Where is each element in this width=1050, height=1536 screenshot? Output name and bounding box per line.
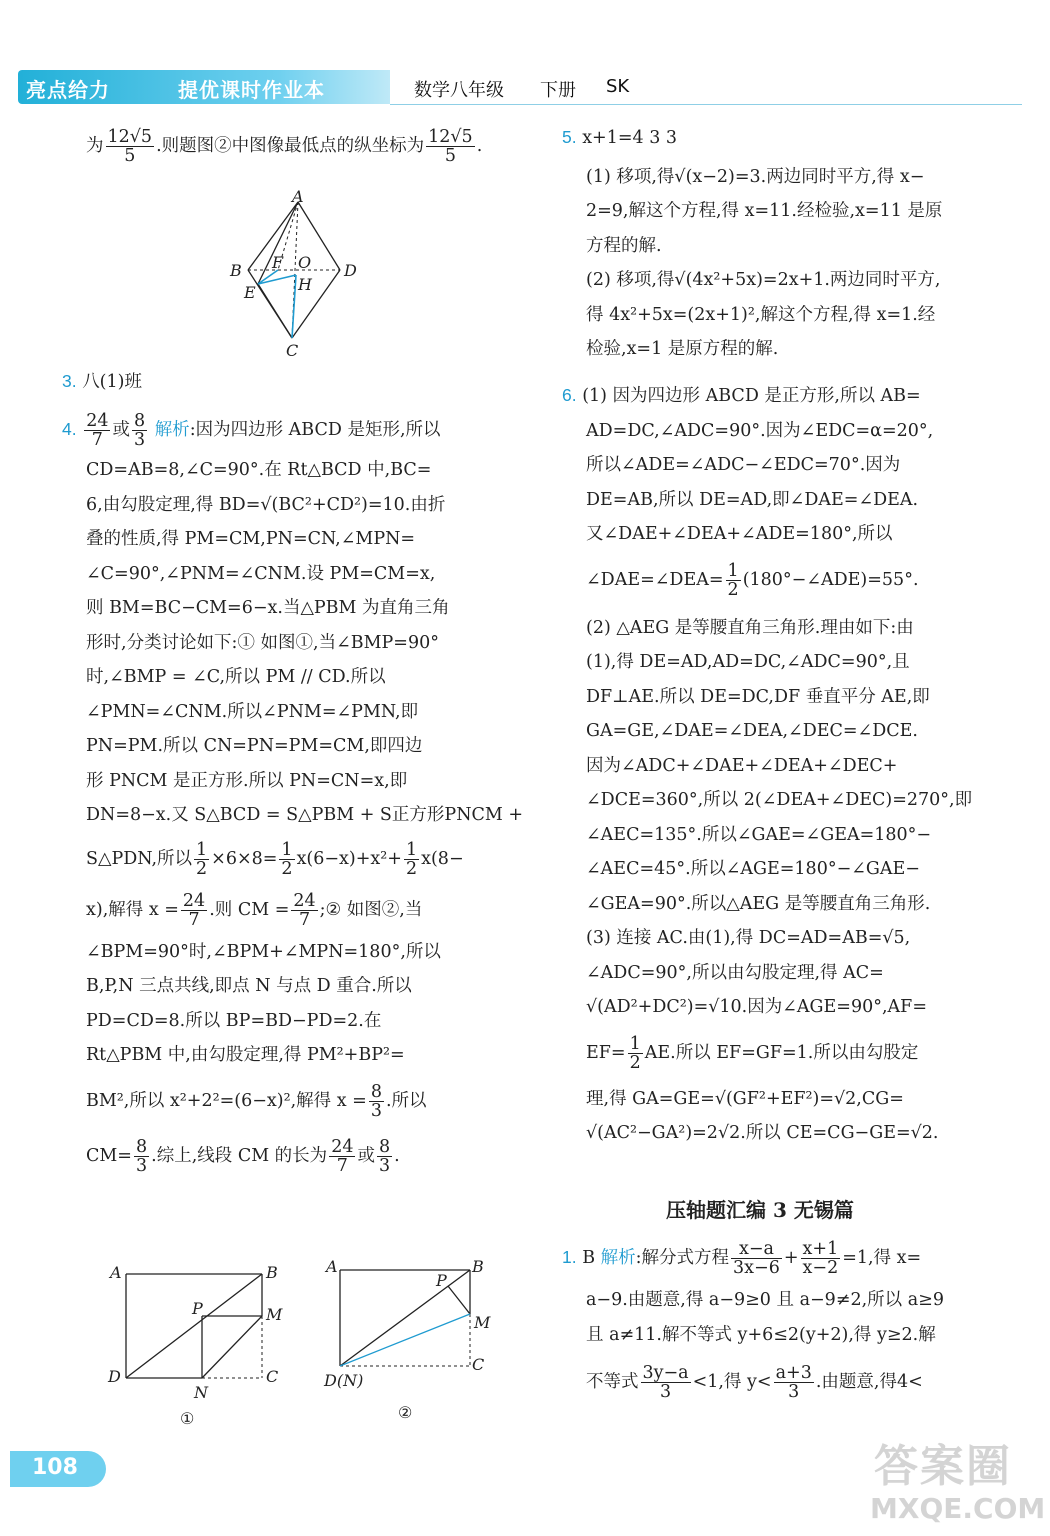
fraction: $\frac{12√5}{5}$: [428, 127, 473, 166]
figure-1: [104, 1258, 294, 1438]
fig-label-a: A: [292, 190, 304, 206]
fig2-label-m: M: [474, 1313, 491, 1332]
fig1-label-b: B: [266, 1263, 278, 1282]
fig1-label-c: C: [266, 1367, 279, 1386]
fig-label-d: D: [344, 261, 357, 280]
fraction: $\frac{12√5}{5}$: [107, 127, 153, 166]
question-3: 3. 八(1)班: [62, 371, 142, 392]
question-6: 6. (1) 因为四边形 ABCD 是正方形,所以 AB= AD=DC,∠ADC=90°.因为∠EDC=α=20°, 所以∠ADE=∠ADC−∠EDC=70°.因为 DE=AB,所以 DE=AD,即∠DAE=∠DEA. 又∠DAE+∠DEA+∠ADE=180°,所以 ∠DAE=∠DEA= $\frac{1}{2}$ (180°−∠ADE)=55°. (2) △AEG 是等腰直角三角形.理由如下:由 (1),得 DE=AD,AD=DC,∠ADC=90°,且 DF⊥AE.所以 DE=DC,DF 垂直平分 AE,即 GA=GE,∠DAE=∠DEA,∠DEC=∠DCE. 因为∠ADC+∠DAE+∠DEA+∠DEC+ ∠DCE=360°,所以 2(∠DEA+∠DEC)=270°,即 ∠AEC=135°.所以∠GAE=∠GEA=180°− ∠AEC=45°.所以∠AGE=180°−∠GAE− ∠GEA=90°.所以△AEG 是等腰直角三角形. (3) 连接 AC.由(1),得 DC=AD=AB=√5, ∠ADC=90°,所以由勾股定理,得 AC= √(AD²+DC²)=√10.因为∠AGE=90°,AF= EF= $\frac{1}{2}$ AE.所以 EF=GF=1.所以由勾股定 理,得 GA=GE=√(GF²+EF²)=√2,CG= √(AC²−GA²)=2√2.所以 CE=CG−GE=√2.: [562, 385, 973, 1143]
watermark: [862, 1430, 1046, 1530]
fig2-label-dn: D(N): [324, 1371, 364, 1390]
fig1-caption: ①: [180, 1409, 195, 1428]
fig2-label-b: B: [472, 1257, 484, 1276]
figure-pyramid: [220, 190, 370, 360]
fig1-label-a: A: [110, 1263, 122, 1282]
page-number: 108: [32, 1455, 78, 1480]
section-title: 压轴题汇编 3 无锡篇: [666, 1198, 854, 1222]
header-divider: [390, 104, 1022, 105]
figure-2: [320, 1254, 510, 1438]
brand-title: 亮点给力: [26, 78, 110, 102]
fig-label-e: E: [244, 283, 256, 302]
watermark-line-2: MXQE.COM: [870, 1492, 1046, 1525]
fig-label-h: H: [298, 275, 312, 294]
fig-label-c: C: [286, 341, 299, 360]
page-number-tab: [10, 1451, 106, 1487]
question-5: 5. x+1=4 3 3 (1) 移项,得√(x−2)=3.两边同时平方,得 x− 2=9,解这个方程,得 x=11.经检验,x=11 是原 方程的解. (2) 移项,得√(4x²+5x)=2x+1.两边同时平方, 得 4x²+5x=(2x+1)²,解这个方程,得 x=1.经 检验,x=1 是原方程的解.: [562, 127, 943, 359]
fig1-label-p: P: [192, 1299, 203, 1318]
subject-label: 数学八年级: [414, 80, 504, 101]
fig-label-o: O: [298, 253, 312, 272]
edition-label: SK: [606, 76, 630, 97]
volume-label: 下册: [540, 80, 576, 101]
header-band: [18, 70, 390, 104]
fig-label-f: F: [272, 253, 284, 272]
fig1-label-m: M: [266, 1305, 283, 1324]
left-top-line: 为 $\frac{12√5}{5}$ .则题图②中图像最低点的纵坐标为 $\frac{12√5}{5}$ .: [86, 127, 483, 166]
series-title: 提优课时作业本: [178, 78, 325, 102]
fig2-label-c: C: [472, 1355, 485, 1374]
fig-label-b: B: [230, 261, 242, 280]
fig1-label-d: D: [108, 1367, 121, 1386]
fig2-label-p: P: [436, 1271, 447, 1290]
question-4: 4. $\frac{24}{7}$ 或 $\frac{8}{3}$ 解析:因为四边形 ABCD 是矩形,所以 CD=AB=8,∠C=90°.在 Rt△BCD 中,BC= 6,由勾股定理,得 BD=√(BC²+CD²)=10.由折 叠的性质,得 PM=CM,PN=CN,∠MPN= ∠C=90°,∠PNM=∠CNM.设 PM=CM=x, 则 BM=BC−CM=6−x.当△PBM 为直角三角 形时,分类讨论如下:① 如图①,当∠BMP=90° 时,∠BMP = ∠C,所以 PM // CD.所以 ∠PMN=∠CNM.所以∠PNM=∠PMN,即 PN=PM.所以 CN=PN=PM=CM,即四边 形 PNCM 是正方形.所以 PN=CN=x,即 DN=8−x.又 S△BCD = S△PBM + S正方形PNCM + S△PDN,所以 $\frac{1}{2}$ ×6×8= $\frac{1}{2}$ x(6−x)+x²+ $\frac{1}{2}$ x(8− x),解得 x = $\frac{24}{7}$ .则 CM = $\frac{24}{7}$ ;② 如图②,当 ∠BPM=90°时,∠BPM+∠MPN=180°,所以 B,P,N 三点共线,即点 N 与点 D 重合.所以 PD=CD=8.所以 BP=BD−PD=2.在 Rt△PBM 中,由勾股定理,得 PM²+BP²= BM²,所以 x²+2²=(6−x)²,解得 x = $\frac{8}{3}$ .所以 CM= $\frac{8}{3}$ .综上,线段 CM 的长为 $\frac{24}{7}$ 或 $\frac{8}{3}$ .: [62, 411, 524, 1176]
fig1-label-n: N: [194, 1383, 208, 1402]
fig2-label-a: A: [326, 1257, 338, 1276]
watermark-line-1: 答案圈: [874, 1441, 1012, 1492]
fig2-caption: ②: [398, 1403, 413, 1422]
section-question-1: 1. B 解析:解分式方程 $\frac{x-a}{3x-6}$ + $\frac{x+1}{x-2}$ =1,得 x= a−9.由题意,得 a−9≥0 且 a−9≠2,所以 a≥9 且 a≠11.解不等式 y+6≤2(y+2),得 y≥2.解 不等式 $\frac{3y-a}{3}$ <1,得 y< $\frac{a+3}{3}$ .由题意,得4<: [562, 1239, 944, 1402]
